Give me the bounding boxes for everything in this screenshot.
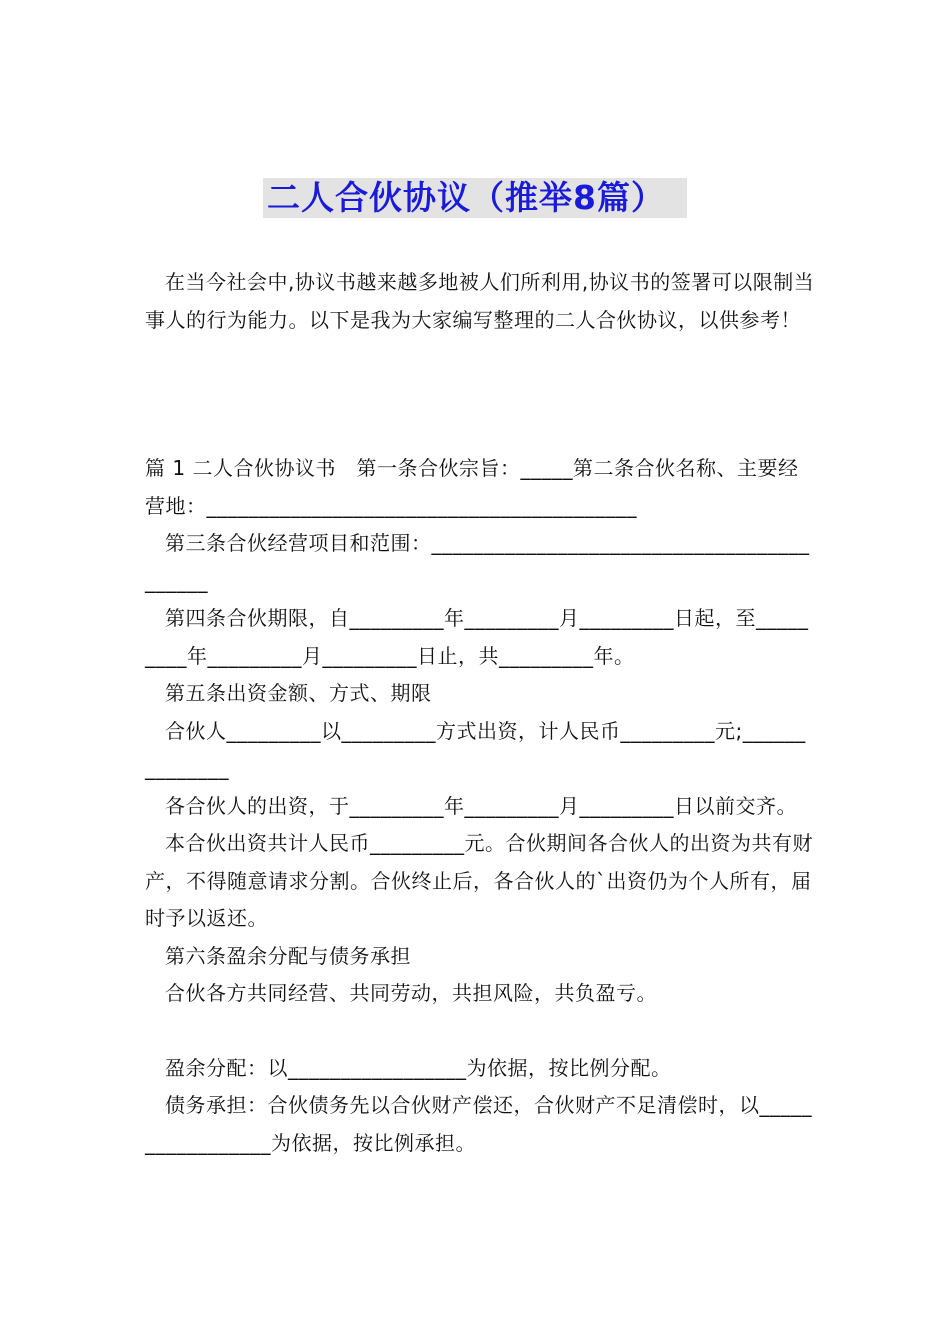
debt-bearing-paragraph: 债务承担：合伙债务先以合伙财产偿还，合伙财产不足清偿时，以_________________为依据，按比例承担。 xyxy=(145,1093,812,1155)
article-4-paragraph: 第四条合伙期限，自_________年_________月_________日起，至_________年_________月_________日止，共_________年。 xyxy=(145,606,809,668)
paragraph-spacer xyxy=(145,1013,815,1050)
contribution-paragraph: 合伙人_________以_________方式出资，计人民币_________元;______________ xyxy=(145,718,806,780)
document-title: 二人合伙协议（推举8篇） xyxy=(263,178,687,218)
agreement-body xyxy=(145,450,815,1162)
article-3-paragraph: 第三条合伙经营项目和范围：__________________________________________ xyxy=(145,531,810,593)
article-5-heading: 第五条出资金额、方式、期限 xyxy=(165,681,432,705)
profit-distribution-paragraph: 盈余分配：以_________________为依据，按比例分配。 xyxy=(165,1055,672,1080)
total-contribution-paragraph: 本合伙出资共计人民币_________元。合伙期间各合伙人的出资为共有财产，不得随意请求分割。合伙终止后，各合伙人的`出资仍为个人所有，届时予以返还。 xyxy=(145,831,813,930)
article-6-heading: 第六条盈余分配与债务承担 xyxy=(165,943,411,968)
joint-operation-paragraph: 合伙各方共同经营、共同劳动，共担风险，共负盈亏。 xyxy=(165,981,657,1005)
article-1-2-paragraph: 篇 1 二人合伙协议书 第一条合伙宗旨：_____第二条合伙名称、主要经营地：_________________________________________ xyxy=(145,456,799,518)
contribution-deadline-paragraph: 各合伙人的出资，于_________年_________月_________日以前交齐。 xyxy=(165,793,797,818)
title-wrapper xyxy=(0,178,950,218)
intro-paragraph: 在当今社会中,协议书越来越多地被人们所利用,协议书的签署可以限制当事人的行为能力。以下是我为大家编写整理的二人合伙协议，以供参考！ xyxy=(145,270,815,332)
intro-section xyxy=(145,264,815,339)
